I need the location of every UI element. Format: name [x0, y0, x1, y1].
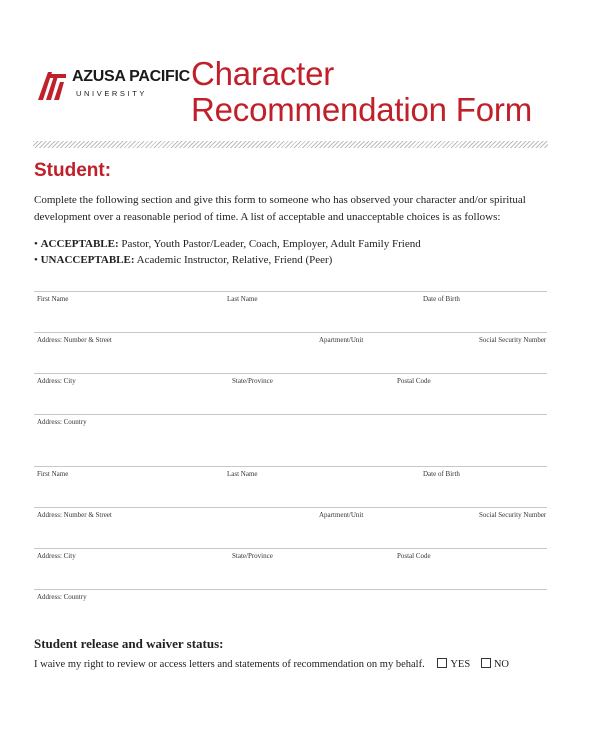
first-name-label: First Name — [37, 470, 69, 478]
title-line-2: Recommendation Form — [191, 91, 532, 128]
postal-label: Postal Code — [397, 377, 431, 385]
release-heading: Student release and waiver status: — [34, 636, 224, 651]
country-label: Address: Country — [37, 418, 87, 426]
unacceptable-text: Academic Instructor, Relative, Friend (Peer) — [134, 254, 333, 266]
no-checkbox[interactable] — [481, 658, 491, 668]
hatched-divider — [33, 141, 548, 148]
apartment-label: Apartment/Unit — [319, 511, 364, 519]
city-label: Address: City — [37, 552, 76, 560]
street-row[interactable] — [34, 507, 547, 528]
bullet-icon: • — [34, 254, 41, 266]
student-instructions: Complete the following section and give this form to someone who has observed your character and/or spiritual development over a reasonable period of time. A list of acceptable and unacceptable choices is as follows: — [34, 194, 526, 223]
street-label: Address: Number & Street — [37, 336, 112, 344]
unacceptable-label: UNACCEPTABLE: — [40, 254, 135, 266]
city-row[interactable] — [34, 373, 547, 394]
yes-label: YES — [450, 659, 471, 670]
bullet-icon: • — [34, 238, 41, 250]
postal-label: Postal Code — [397, 552, 431, 560]
name-row[interactable] — [34, 291, 547, 312]
acceptable-text: Pastor, Youth Pastor/Leader, Coach, Employer, Adult Family Friend — [118, 238, 421, 250]
last-name-label: Last Name — [227, 295, 258, 303]
unacceptable-item — [34, 252, 554, 268]
no-label: NO — [493, 659, 509, 670]
ssn-label: Social Security Number — [479, 511, 547, 519]
street-row[interactable] — [34, 332, 547, 353]
country-label: Address: Country — [37, 593, 87, 601]
street-label: Address: Number & Street — [37, 511, 112, 519]
acceptable-label: ACCEPTABLE: — [40, 238, 119, 250]
country-row[interactable] — [34, 414, 547, 435]
student-heading: Student: — [34, 160, 112, 181]
city-label: Address: City — [37, 377, 76, 385]
state-label: State/Province — [232, 552, 273, 560]
acceptable-item — [34, 236, 554, 252]
apartment-label: Apartment/Unit — [319, 336, 364, 344]
release-text: I waive my right to review or access letters and statements of recommendation on my behalf. — [34, 659, 425, 670]
logo-subtitle: UNIVERSITY — [76, 89, 148, 98]
release-statement — [34, 658, 509, 670]
page-title — [191, 56, 532, 128]
title-line-1: Character — [191, 55, 335, 92]
logo-name: AZUSA PACIFIC — [72, 68, 190, 85]
dob-label: Date of Birth — [423, 470, 460, 478]
last-name-label: Last Name — [227, 470, 258, 478]
apu-logo-icon — [36, 68, 70, 102]
city-row[interactable] — [34, 548, 547, 569]
university-logo — [36, 64, 190, 106]
country-row[interactable] — [34, 589, 547, 610]
state-label: State/Province — [232, 377, 273, 385]
name-row[interactable] — [34, 466, 547, 487]
yes-checkbox[interactable] — [437, 658, 447, 668]
choices-list — [34, 236, 554, 268]
dob-label: Date of Birth — [423, 295, 460, 303]
ssn-label: Social Security Number — [479, 336, 547, 344]
first-name-label: First Name — [37, 295, 69, 303]
